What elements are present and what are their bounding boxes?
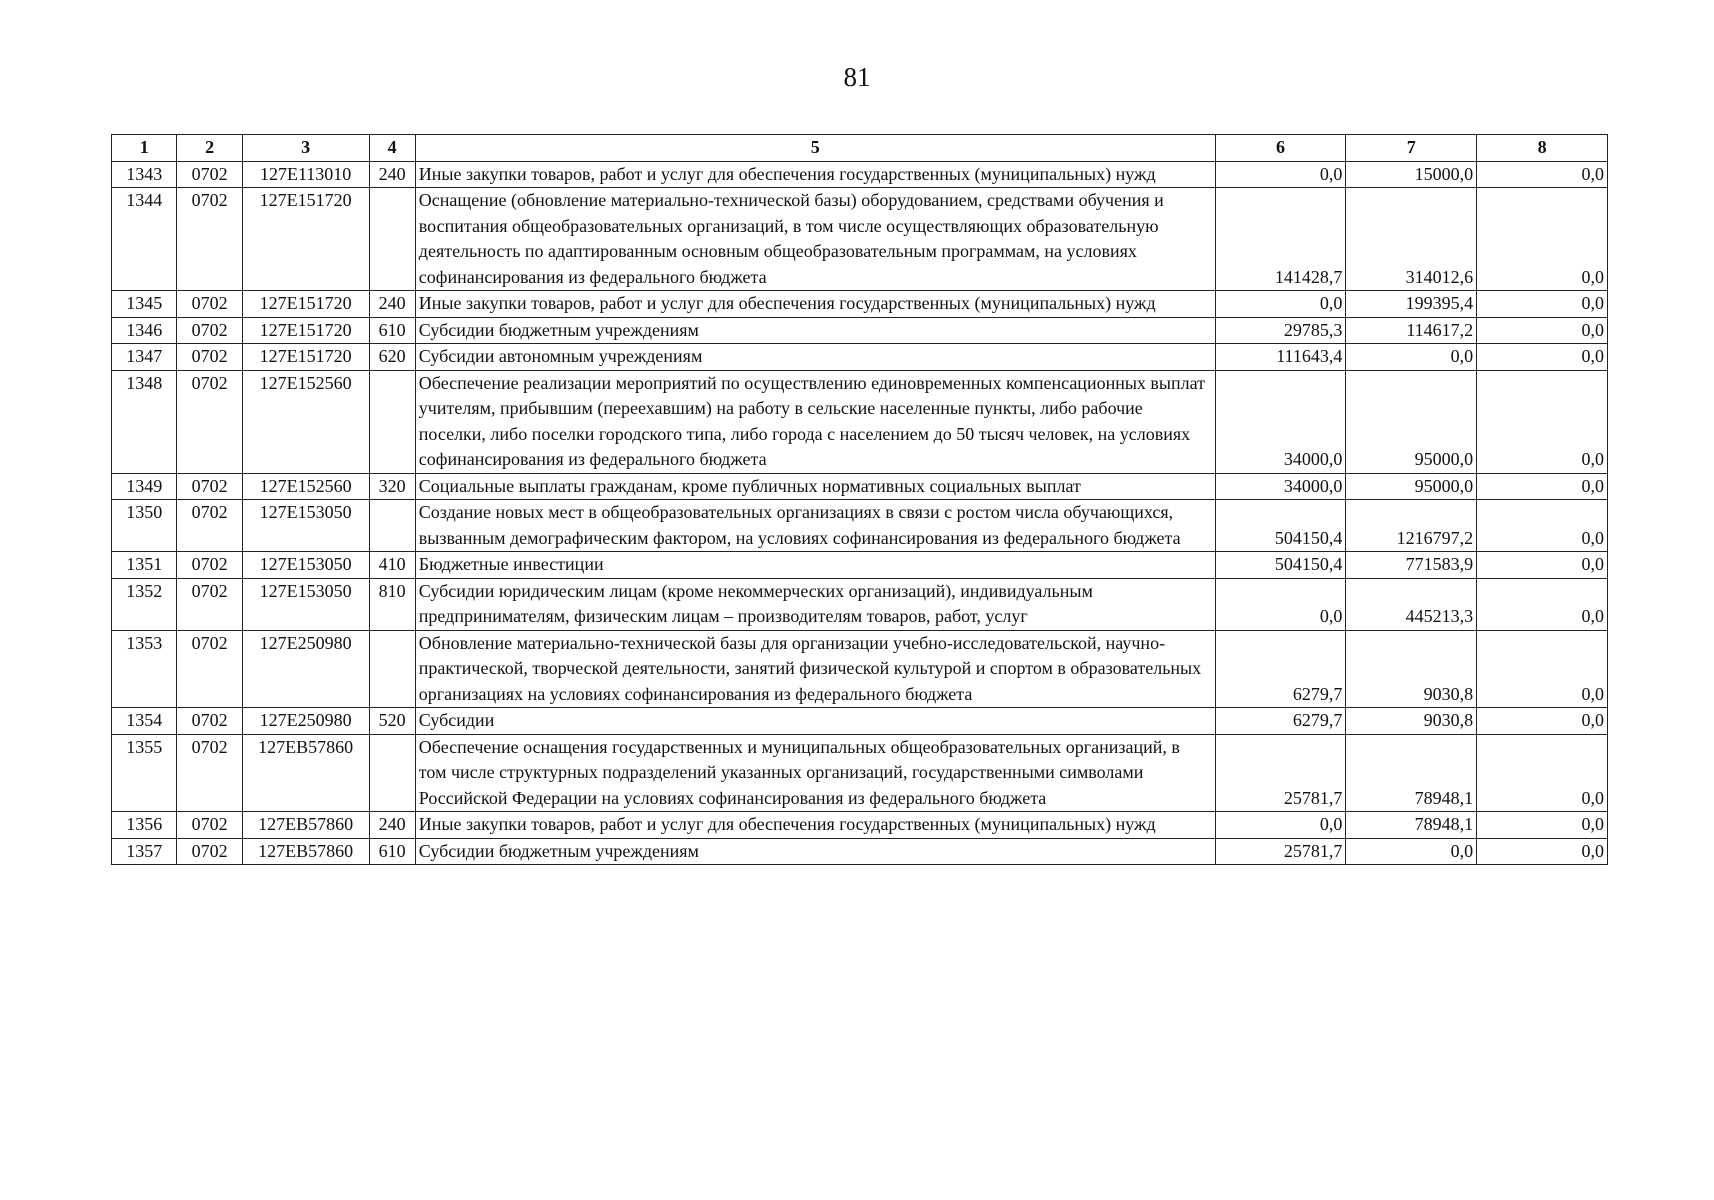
amount-col8-cell: 0,0	[1477, 188, 1608, 291]
table-row	[112, 473, 1608, 500]
row-number-cell: 1346	[112, 317, 177, 344]
amount-col7-cell: 314012,6	[1346, 188, 1477, 291]
expense-type-cell: 240	[369, 291, 415, 318]
column-header: 1	[112, 135, 177, 162]
table-row	[112, 630, 1608, 708]
section-code-cell: 0702	[177, 370, 242, 473]
amount-col6-cell: 25781,7	[1215, 838, 1346, 865]
expense-type-cell: 240	[369, 161, 415, 188]
table-row	[112, 500, 1608, 552]
amount-col6-cell: 0,0	[1215, 578, 1346, 630]
section-code-cell: 0702	[177, 188, 242, 291]
description-cell: Субсидии юридическим лицам (кроме некоммерческих организаций), индивидуальным предпринимателям, физическим лицам – производителям товаров, работ, услуг	[415, 578, 1215, 630]
amount-col6-cell: 6279,7	[1215, 630, 1346, 708]
target-article-cell: 127E151720	[242, 188, 369, 291]
description-cell: Иные закупки товаров, работ и услуг для обеспечения государственных (муниципальных) нужд	[415, 812, 1215, 839]
target-article-cell: 127E113010	[242, 161, 369, 188]
amount-col8-cell: 0,0	[1477, 370, 1608, 473]
table-row	[112, 552, 1608, 579]
amount-col6-cell: 34000,0	[1215, 370, 1346, 473]
amount-col8-cell: 0,0	[1477, 552, 1608, 579]
row-number-cell: 1347	[112, 344, 177, 371]
amount-col6-cell: 25781,7	[1215, 734, 1346, 812]
column-header: 3	[242, 135, 369, 162]
amount-col6-cell: 34000,0	[1215, 473, 1346, 500]
column-header: 8	[1477, 135, 1608, 162]
section-code-cell: 0702	[177, 552, 242, 579]
description-cell: Субсидии автономным учреждениям	[415, 344, 1215, 371]
table-row	[112, 838, 1608, 865]
expense-type-cell	[369, 630, 415, 708]
row-number-cell: 1344	[112, 188, 177, 291]
section-code-cell: 0702	[177, 161, 242, 188]
row-number-cell: 1349	[112, 473, 177, 500]
amount-col8-cell: 0,0	[1477, 473, 1608, 500]
amount-col8-cell: 0,0	[1477, 630, 1608, 708]
target-article-cell: 127E152560	[242, 370, 369, 473]
section-code-cell: 0702	[177, 578, 242, 630]
description-cell: Субсидии бюджетным учреждениям	[415, 838, 1215, 865]
section-code-cell: 0702	[177, 838, 242, 865]
section-code-cell: 0702	[177, 734, 242, 812]
description-cell: Субсидии бюджетным учреждениям	[415, 317, 1215, 344]
description-cell: Обеспечение реализации мероприятий по осуществлению единовременных компенсационных выплат учителям, прибывшим (переехавшим) на работу в сельские населенные пункты, либо рабочие поселки, либо поселки городского типа, либо города с населением до 50 тысяч человек, на условиях софинансирования из федерального бюджета	[415, 370, 1215, 473]
amount-col7-cell: 9030,8	[1346, 708, 1477, 735]
amount-col7-cell: 199395,4	[1346, 291, 1477, 318]
amount-col8-cell: 0,0	[1477, 734, 1608, 812]
table-row	[112, 161, 1608, 188]
target-article-cell: 127E250980	[242, 630, 369, 708]
amount-col8-cell: 0,0	[1477, 812, 1608, 839]
description-cell: Иные закупки товаров, работ и услуг для обеспечения государственных (муниципальных) нужд	[415, 161, 1215, 188]
amount-col6-cell: 6279,7	[1215, 708, 1346, 735]
description-cell: Бюджетные инвестиции	[415, 552, 1215, 579]
amount-col6-cell: 29785,3	[1215, 317, 1346, 344]
amount-col7-cell: 78948,1	[1346, 734, 1477, 812]
section-code-cell: 0702	[177, 473, 242, 500]
amount-col7-cell: 771583,9	[1346, 552, 1477, 579]
table-row	[112, 188, 1608, 291]
table-row	[112, 734, 1608, 812]
table-row	[112, 578, 1608, 630]
amount-col7-cell: 95000,0	[1346, 370, 1477, 473]
target-article-cell: 127E153050	[242, 552, 369, 579]
expense-type-cell: 810	[369, 578, 415, 630]
table-row	[112, 317, 1608, 344]
column-header: 5	[415, 135, 1215, 162]
amount-col6-cell: 141428,7	[1215, 188, 1346, 291]
amount-col6-cell: 504150,4	[1215, 552, 1346, 579]
column-header: 6	[1215, 135, 1346, 162]
amount-col6-cell: 111643,4	[1215, 344, 1346, 371]
expense-type-cell	[369, 370, 415, 473]
target-article-cell: 127EB57860	[242, 734, 369, 812]
target-article-cell: 127E250980	[242, 708, 369, 735]
budget-table	[111, 134, 1608, 865]
row-number-cell: 1351	[112, 552, 177, 579]
row-number-cell: 1357	[112, 838, 177, 865]
description-cell: Обновление материально-технической базы для организации учебно-исследовательской, научно-практической, творческой деятельности, занятий физической культурой и спортом в образовательных организациях на условиях софинансирования из федерального бюджета	[415, 630, 1215, 708]
row-number-cell: 1353	[112, 630, 177, 708]
header-row	[112, 135, 1608, 162]
row-number-cell: 1355	[112, 734, 177, 812]
description-cell: Обеспечение оснащения государственных и муниципальных общеобразовательных организаций, в том числе структурных подразделений указанных организаций, государственными символами Российской Федерации на условиях софинансирования из федерального бюджета	[415, 734, 1215, 812]
amount-col7-cell: 78948,1	[1346, 812, 1477, 839]
expense-type-cell	[369, 500, 415, 552]
expense-type-cell: 520	[369, 708, 415, 735]
row-number-cell: 1348	[112, 370, 177, 473]
row-number-cell: 1343	[112, 161, 177, 188]
target-article-cell: 127E153050	[242, 578, 369, 630]
amount-col8-cell: 0,0	[1477, 500, 1608, 552]
description-cell: Субсидии	[415, 708, 1215, 735]
expense-type-cell	[369, 734, 415, 812]
table-row	[112, 344, 1608, 371]
row-number-cell: 1345	[112, 291, 177, 318]
target-article-cell: 127E151720	[242, 317, 369, 344]
description-cell: Создание новых мест в общеобразовательных организациях в связи с ростом числа обучающихся, вызванным демографическим фактором, на условиях софинансирования из федерального бюджета	[415, 500, 1215, 552]
expense-type-cell: 320	[369, 473, 415, 500]
table-row	[112, 708, 1608, 735]
page-number: 81	[843, 62, 871, 92]
section-code-cell: 0702	[177, 812, 242, 839]
amount-col6-cell: 504150,4	[1215, 500, 1346, 552]
section-code-cell: 0702	[177, 708, 242, 735]
amount-col7-cell: 95000,0	[1346, 473, 1477, 500]
amount-col7-cell: 1216797,2	[1346, 500, 1477, 552]
expense-type-cell: 610	[369, 838, 415, 865]
amount-col6-cell: 0,0	[1215, 161, 1346, 188]
section-code-cell: 0702	[177, 500, 242, 552]
amount-col8-cell: 0,0	[1477, 344, 1608, 371]
amount-col6-cell: 0,0	[1215, 291, 1346, 318]
amount-col8-cell: 0,0	[1477, 838, 1608, 865]
amount-col8-cell: 0,0	[1477, 578, 1608, 630]
target-article-cell: 127EB57860	[242, 838, 369, 865]
column-header: 7	[1346, 135, 1477, 162]
expense-type-cell: 410	[369, 552, 415, 579]
target-article-cell: 127E153050	[242, 500, 369, 552]
amount-col8-cell: 0,0	[1477, 708, 1608, 735]
amount-col8-cell: 0,0	[1477, 161, 1608, 188]
column-header: 4	[369, 135, 415, 162]
row-number-cell: 1356	[112, 812, 177, 839]
table-row	[112, 291, 1608, 318]
description-cell: Оснащение (обновление материально-технической базы) оборудованием, средствами обучения и воспитания общеобразовательных организаций, в том числе осуществляющих образовательную деятельность по адаптированным основным общеобразовательным программам, на условиях софинансирования из федерального бюджета	[415, 188, 1215, 291]
expense-type-cell: 240	[369, 812, 415, 839]
expense-type-cell: 610	[369, 317, 415, 344]
expense-type-cell: 620	[369, 344, 415, 371]
column-header: 2	[177, 135, 242, 162]
amount-col7-cell: 0,0	[1346, 838, 1477, 865]
amount-col7-cell: 114617,2	[1346, 317, 1477, 344]
target-article-cell: 127E151720	[242, 291, 369, 318]
amount-col7-cell: 15000,0	[1346, 161, 1477, 188]
target-article-cell: 127EB57860	[242, 812, 369, 839]
row-number-cell: 1350	[112, 500, 177, 552]
section-code-cell: 0702	[177, 344, 242, 371]
section-code-cell: 0702	[177, 630, 242, 708]
description-cell: Социальные выплаты гражданам, кроме публичных нормативных социальных выплат	[415, 473, 1215, 500]
expense-type-cell	[369, 188, 415, 291]
row-number-cell: 1352	[112, 578, 177, 630]
amount-col7-cell: 0,0	[1346, 344, 1477, 371]
target-article-cell: 127E152560	[242, 473, 369, 500]
section-code-cell: 0702	[177, 291, 242, 318]
section-code-cell: 0702	[177, 317, 242, 344]
amount-col8-cell: 0,0	[1477, 317, 1608, 344]
amount-col7-cell: 9030,8	[1346, 630, 1477, 708]
row-number-cell: 1354	[112, 708, 177, 735]
table-row	[112, 370, 1608, 473]
target-article-cell: 127E151720	[242, 344, 369, 371]
amount-col7-cell: 445213,3	[1346, 578, 1477, 630]
table-row	[112, 812, 1608, 839]
description-cell: Иные закупки товаров, работ и услуг для обеспечения государственных (муниципальных) нужд	[415, 291, 1215, 318]
amount-col6-cell: 0,0	[1215, 812, 1346, 839]
amount-col8-cell: 0,0	[1477, 291, 1608, 318]
